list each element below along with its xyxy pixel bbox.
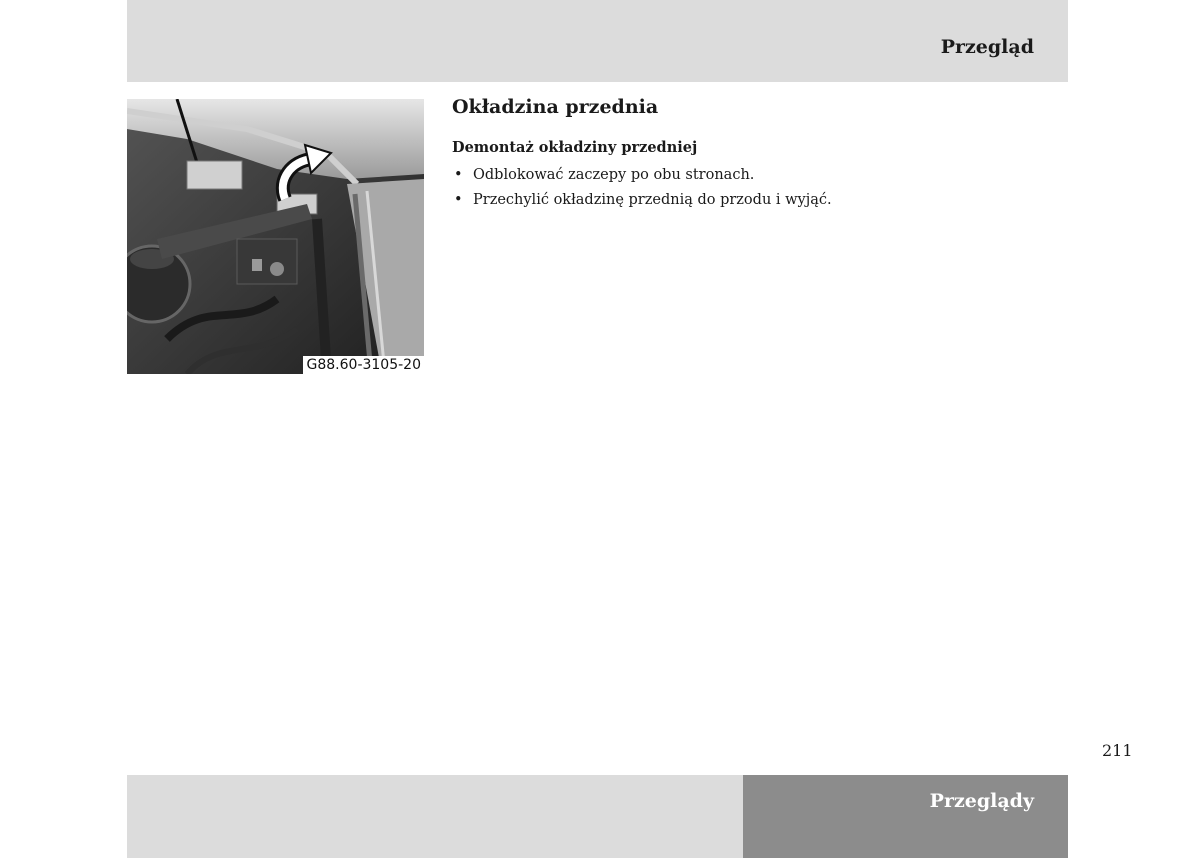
bullet-icon: • (454, 167, 463, 183)
footer-chapter-tab (743, 775, 1068, 858)
footer-chapter-label: Przeglądy (929, 790, 1034, 812)
header-section-title: Przegląd (940, 36, 1034, 58)
instruction-list (452, 163, 832, 213)
bullet-icon: • (454, 192, 463, 208)
latch-left (187, 161, 242, 189)
engine-bay-photo (127, 99, 424, 374)
control-unit (237, 239, 297, 284)
figure-code-label: G88.60-3105-20 (303, 356, 424, 374)
procedure-subheading: Demontaż okładziny przedniej (452, 139, 698, 156)
header-bar (127, 0, 1068, 82)
list-item (452, 188, 832, 213)
list-item (452, 163, 832, 188)
section-title: Okładzina przednia (452, 96, 659, 118)
list-item-text: Przechylić okładzinę przednią do przodu i wyjąć. (473, 192, 832, 208)
footer-bar (127, 775, 743, 858)
page-number: 211 (1102, 741, 1133, 760)
list-item-text: Odblokować zaczepy po obu stronach. (473, 167, 755, 183)
